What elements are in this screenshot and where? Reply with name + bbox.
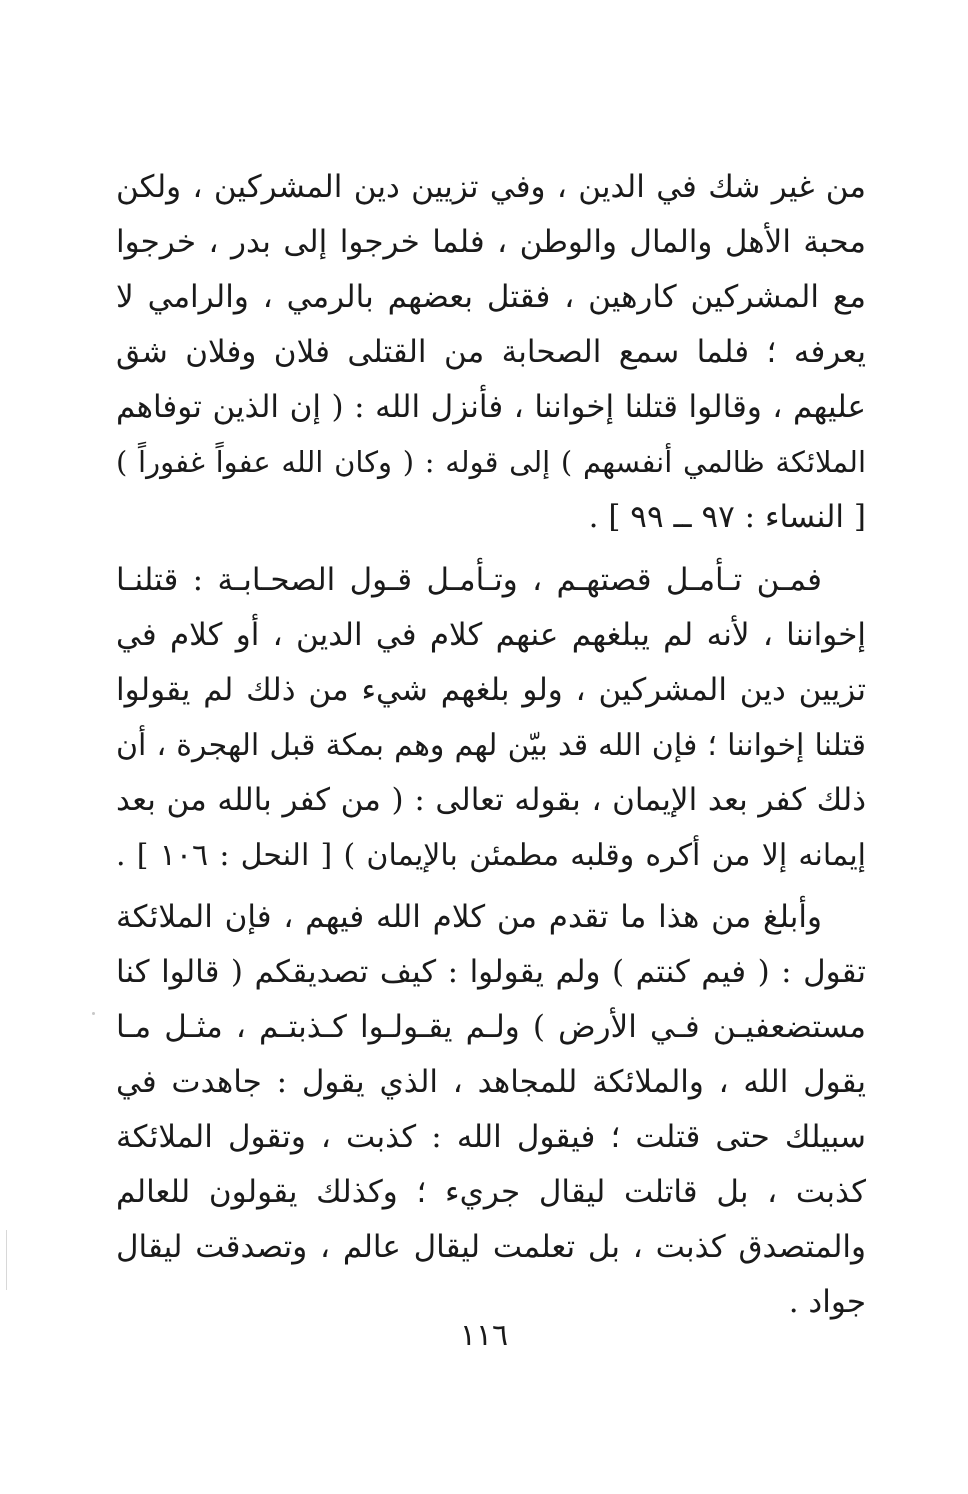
scan-edge [6,1230,7,1290]
text-line: يقول الله ، والملائكة للمجاهد ، الذي يقول : جاهدت في [116,1064,866,1100]
text-line: كذبت ، بل قاتلت ليقال جريء ؛ وكذلك يقولون للعالم [116,1174,866,1210]
text-line: [ النساء : ٩٧ ــ ٩٩ ] . [588,499,866,535]
text-line: إخواننا ، لأنه لم يبلغهم عنهم كلام في الدين ، أو كلام في [116,617,866,653]
text-line: من غير شك في الدين ، وفي تزيين دين المشركين ، ولكن [116,169,866,205]
text-line: مع المشركين كارهين ، فقتل بعضهم بالرمي ، والرامي لا [116,279,866,315]
text-line: وأبلغ من هذا ما تقدم من كلام الله فيهم ، فإن الملائكة [116,899,822,935]
paragraph-3 [116,890,866,1330]
paragraph-1 [116,160,866,545]
text-line: محبة الأهل والمال والوطن ، فلما خرجوا إلى بدر ، خرجوا [116,224,866,260]
text-line: إيمانه إلا من أكره وقلبه مطمئن بالإيمان ) [ النحل : ١٠٦ ] . [116,838,866,873]
text-line: والمتصدق كذبت ، بل تعلمت ليقال عالم ، وتصدقت ليقال [116,1229,866,1265]
text-line: قتلنا إخواننا ؛ فإن الله قد بيّن لهم وهم بمكة قبل الهجرة ، أن [116,728,866,763]
text-line: مستضعفيـن فـي الأرض ) ولـم يقـولـوا كـذبتـم ، مثـل مـا [116,1009,866,1045]
text-line: تقول : ( فيم كنتم ) ولم يقولوا : كيف تصديقكم ( قالوا كنا [116,954,866,990]
text-line: الملائكة ظالمي أنفسهم ) إلى قوله : ( وكان الله عفواً غفوراً ) [116,445,866,479]
text-line: سبيلك حتى قتلت ؛ فيقول الله : كذبت ، وتقول الملائكة [116,1119,866,1155]
text-line: ذلك كفر بعد الإيمان ، بقوله تعالى : ( من كفر بالله من بعد [116,782,866,818]
scan-speck [92,1012,95,1015]
text-line: فمـن تـأمـل قصتهـم ، وتـأمـل قـول الصحـابـة : قتلنـا [116,562,822,598]
text-line: تزيين دين المشركين ، ولو بلغهم شيء من ذلك لم يقولوا [116,672,866,708]
text-line: يعرفه ؛ فلما سمع الصحابة من القتلى فلان وفلان شق [116,334,866,370]
text-line: جواد . [788,1284,866,1320]
page-number: ١١٦ [459,1318,509,1353]
text-line: عليهم ، وقالوا قتلنا إخواننا ، فأنزل الله : ( إن الذين توفاهم [116,389,866,425]
paragraph-2 [116,553,866,883]
